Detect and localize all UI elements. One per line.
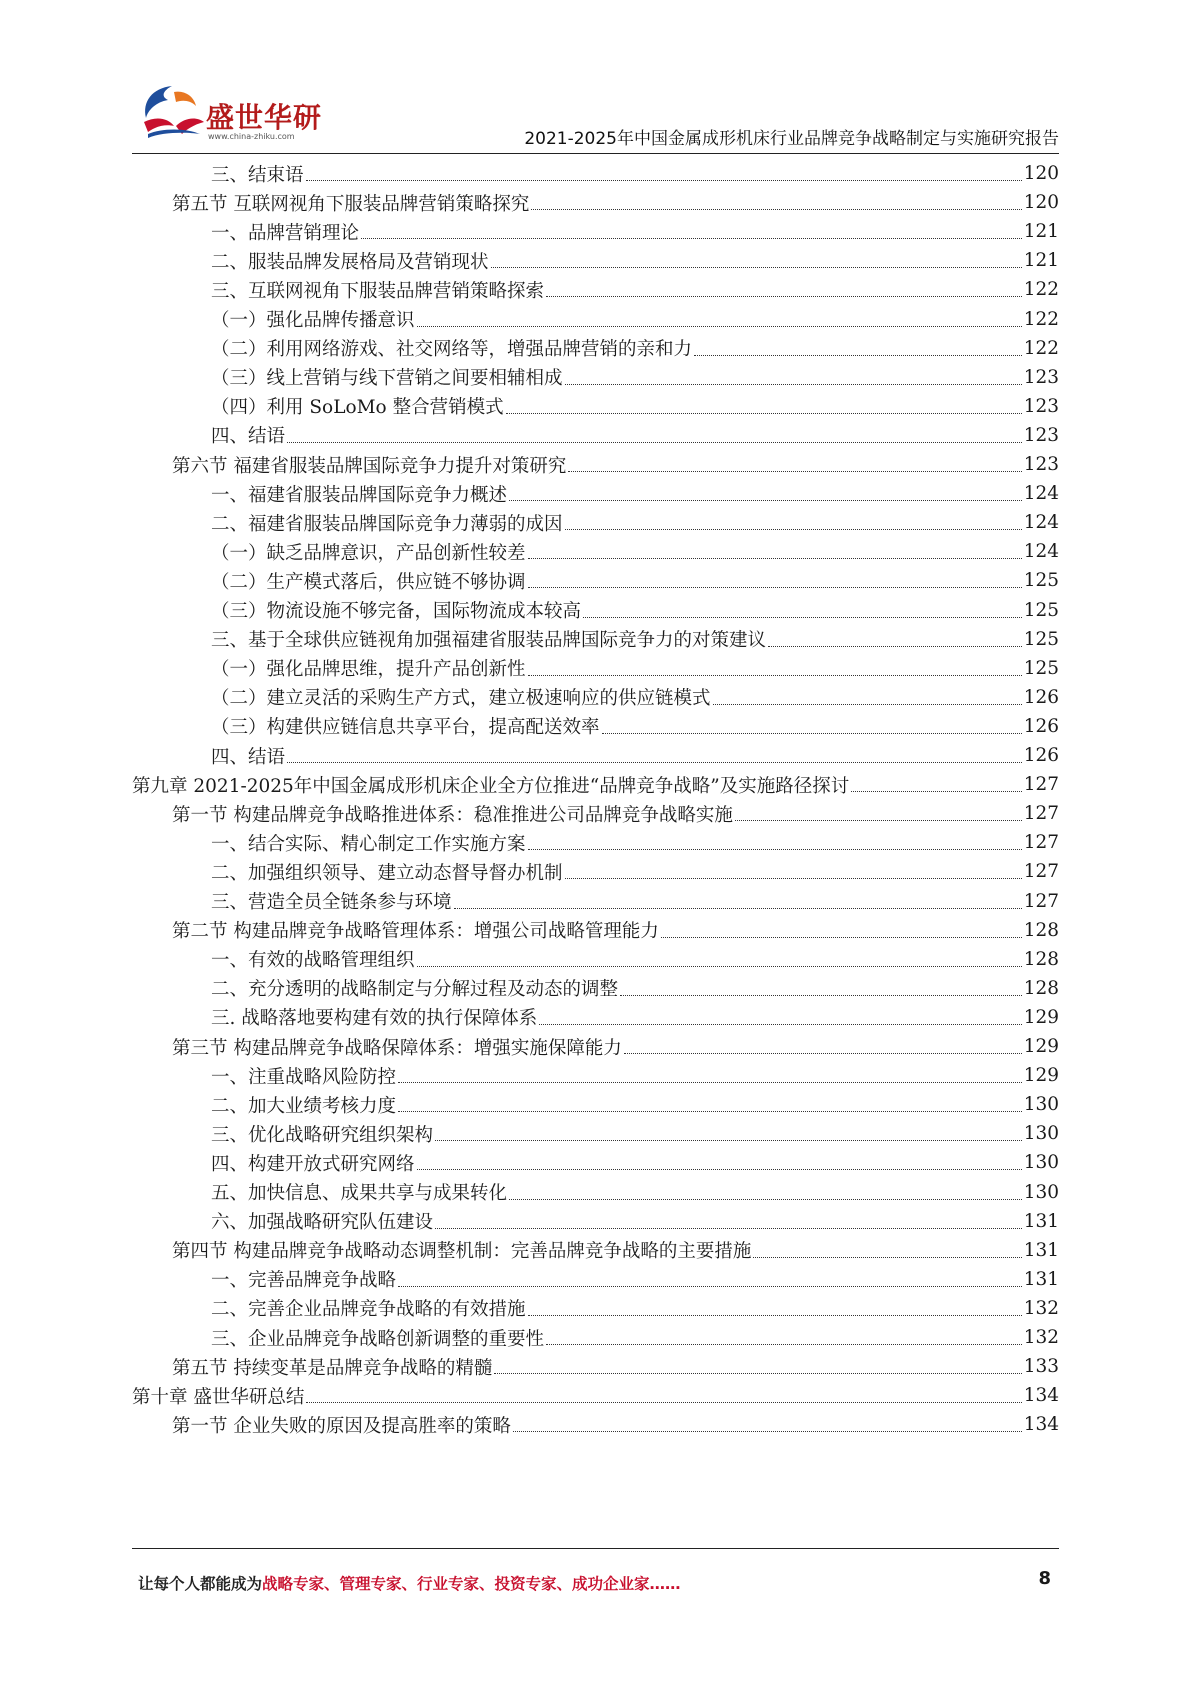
toc-entry[interactable] — [211, 856, 1059, 887]
toc-entry-page: 121 — [1023, 250, 1059, 272]
toc-leader-dots — [713, 704, 1022, 705]
toc-entry-page: 126 — [1023, 686, 1059, 708]
toc-entry-page: 128 — [1023, 977, 1059, 999]
toc-leader-dots — [306, 180, 1022, 181]
toc-entry-title: （一）缺乏品牌意识，产品创新性较差 — [211, 542, 526, 564]
toc-entry[interactable] — [172, 1235, 1059, 1266]
toc-entry[interactable] — [211, 391, 1059, 422]
toc-entry-page: 123 — [1023, 454, 1059, 475]
toc-leader-dots — [494, 1373, 1021, 1374]
toc-entry[interactable] — [211, 333, 1059, 364]
toc-entry-page: 122 — [1023, 279, 1059, 301]
toc-entry[interactable] — [211, 682, 1059, 713]
toc-entry-page: 122 — [1023, 308, 1059, 330]
toc-entry[interactable] — [211, 827, 1059, 858]
toc-leader-dots — [753, 1257, 1021, 1258]
toc-entry-title: 三、营造全员全链条参与环境 — [211, 892, 452, 913]
toc-entry[interactable] — [172, 1409, 1059, 1440]
toc-entry-page: 124 — [1023, 512, 1059, 534]
toc-entry[interactable] — [211, 304, 1059, 335]
toc-leader-dots — [417, 1169, 1022, 1170]
toc-entry-title: 五、加快信息、成果共享与成果转化 — [211, 1183, 508, 1204]
footer-slogan-prefix: 让每个人都能成为 — [138, 1575, 263, 1593]
toc-entry-page: 123 — [1023, 424, 1059, 446]
toc-entry-page: 125 — [1023, 570, 1059, 592]
toc-entry-title: （三）线上营销与线下营销之间要相辅相成 — [211, 368, 563, 390]
toc-entry-title: 一、注重战略风险防控 — [211, 1066, 397, 1088]
toc-entry-title: 一、有效的战略管理组织 — [211, 950, 415, 972]
toc-entry-page: 123 — [1023, 395, 1059, 417]
toc-entry-page: 130 — [1023, 1123, 1059, 1145]
toc-entry[interactable] — [211, 274, 1059, 305]
toc-entry-title: 第六节 福建省服装品牌国际竞争力提升对策研究 — [172, 455, 567, 477]
toc-entry-title: （一）强化品牌传播意识 — [211, 310, 415, 331]
toc-entry-page: 127 — [1023, 803, 1059, 825]
toc-entry-title: 第一节 企业失败的原因及提高胜率的策略 — [172, 1415, 511, 1437]
toc-entry-page: 129 — [1023, 1036, 1059, 1057]
toc-entry-title: 第二节 构建品牌竞争战略管理体系：增强公司战略管理能力 — [172, 921, 659, 943]
toc-entry-page: 125 — [1023, 628, 1059, 650]
toc-leader-dots — [565, 529, 1022, 530]
toc-entry-title: 二、加大业绩考核力度 — [211, 1095, 397, 1117]
toc-entry[interactable] — [211, 1002, 1059, 1033]
toc-entry[interactable] — [211, 565, 1059, 596]
toc-leader-dots — [583, 617, 1022, 618]
toc-entry-title: （二）生产模式落后，供应链不够协调 — [211, 571, 526, 593]
toc-entry[interactable] — [211, 711, 1059, 742]
logo-text: 盛世华研 — [206, 101, 323, 134]
toc-entry-page: 128 — [1023, 948, 1059, 970]
toc-entry-page: 127 — [1023, 832, 1059, 854]
toc-leader-dots — [287, 762, 1022, 763]
toc-leader-dots — [768, 646, 1022, 647]
document-title: 2021-2025年中国金属成形机床行业品牌竞争战略制定与实施研究报告 — [524, 129, 1059, 149]
toc-entry-title: 三. 战略落地要构建有效的执行保障体系 — [211, 1008, 538, 1030]
header-divider — [132, 153, 1059, 154]
toc-entry-page: 127 — [1023, 774, 1059, 796]
toc-entry-title: 第十章 盛世华研总结 — [132, 1386, 305, 1408]
toc-entry-page: 131 — [1023, 1210, 1059, 1232]
toc-entry[interactable] — [211, 595, 1059, 626]
toc-leader-dots — [531, 209, 1021, 210]
toc-entry-title: 三、基于全球供应链视角加强福建省服装品牌国际竞争力的对策建议 — [211, 630, 767, 652]
toc-entry[interactable] — [211, 1060, 1059, 1091]
toc-entry-page: 129 — [1023, 1065, 1059, 1087]
toc-leader-dots — [624, 1053, 1022, 1054]
toc-entry[interactable] — [172, 1351, 1059, 1382]
toc-entry-title: 四、构建开放式研究网络 — [211, 1153, 415, 1175]
toc-entry-title: 第一节 构建品牌竞争战略推进体系：稳准推进公司品牌竞争战略实施 — [172, 804, 733, 826]
toc-leader-dots — [851, 791, 1021, 792]
toc-entry-title: 二、充分透明的战略制定与分解过程及动态的调整 — [211, 979, 619, 1001]
toc-entry-title: （一）强化品牌思维，提升产品创新性 — [211, 659, 526, 681]
toc-leader-dots — [509, 1199, 1022, 1200]
toc-leader-dots — [539, 1024, 1021, 1025]
toc-entry-title: 一、结合实际、精心制定工作实施方案 — [211, 833, 526, 855]
toc-entry-title: （二）利用网络游戏、社交网络等，增强品牌营销的亲和力 — [211, 339, 693, 361]
toc-leader-dots — [528, 849, 1022, 850]
toc-leader-dots — [454, 908, 1022, 909]
toc-entry-title: 四、结语 — [211, 746, 286, 768]
toc-leader-dots — [528, 587, 1022, 588]
toc-entry-page: 134 — [1023, 1385, 1059, 1407]
toc-leader-dots — [398, 1286, 1022, 1287]
toc-entry-title: 第九章 2021-2025年中国金属成形机床企业全方位推进“品牌竞争战略”及实施路径探讨 — [132, 775, 850, 797]
toc-entry[interactable] — [211, 158, 1059, 189]
toc-leader-dots — [528, 558, 1022, 559]
toc-entry-title: （三）构建供应链信息共享平台，提高配送效率 — [211, 717, 600, 739]
page-header — [0, 0, 1191, 160]
toc-entry[interactable] — [172, 1031, 1059, 1062]
toc-entry-page: 126 — [1023, 745, 1059, 766]
toc-entry-title: 第三节 构建品牌竞争战略保障体系：增强实施保障能力 — [172, 1037, 622, 1059]
toc-leader-dots — [398, 1111, 1022, 1112]
toc-entry[interactable] — [211, 507, 1059, 538]
toc-entry[interactable] — [211, 420, 1059, 451]
toc-entry-page: 127 — [1023, 890, 1059, 912]
toc-entry[interactable] — [211, 653, 1059, 684]
toc-entry[interactable] — [211, 216, 1059, 247]
toc-entry-page: 132 — [1023, 1297, 1059, 1319]
toc-entry-page: 122 — [1023, 337, 1059, 359]
toc-leader-dots — [361, 238, 1022, 239]
toc-entry-title: 第四节 构建品牌竞争战略动态调整机制：完善品牌竞争战略的主要措施 — [172, 1241, 752, 1263]
toc-entry-page: 127 — [1023, 861, 1059, 883]
toc-leader-dots — [513, 1431, 1022, 1432]
toc-entry-page: 130 — [1023, 1181, 1059, 1203]
toc-entry[interactable] — [211, 1264, 1059, 1295]
toc-entry[interactable] — [211, 245, 1059, 276]
toc-entry-page: 133 — [1023, 1356, 1059, 1378]
toc-leader-dots — [546, 1344, 1022, 1345]
toc-entry-title: 三、互联网视角下服装品牌营销策略探索 — [211, 280, 545, 302]
toc-leader-dots — [565, 878, 1022, 879]
logo-url: www.china-zhiku.com — [208, 132, 295, 141]
toc-entry-page: 124 — [1023, 483, 1059, 505]
toc-entry-page: 130 — [1023, 1152, 1059, 1174]
toc-entry-title: 三、结束语 — [211, 164, 304, 186]
toc-entry-title: 第五节 持续变革是品牌竞争战略的精髓 — [172, 1357, 493, 1379]
toc-leader-dots — [435, 1228, 1022, 1229]
toc-leader-dots — [506, 413, 1022, 414]
toc-entry[interactable] — [172, 798, 1059, 829]
toc-entry-page: 121 — [1023, 221, 1059, 243]
toc-entry[interactable] — [172, 187, 1059, 218]
toc-entry[interactable] — [211, 478, 1059, 509]
toc-entry-page: 125 — [1023, 599, 1059, 621]
toc-leader-dots — [398, 1082, 1022, 1083]
footer-slogan-highlight: 战略专家、管理专家、行业专家、投资专家、成功企业家…… — [262, 1575, 681, 1593]
toc-entry[interactable] — [172, 915, 1059, 946]
toc-entry-title: 一、品牌营销理论 — [211, 222, 360, 244]
toc-leader-dots — [602, 733, 1022, 734]
toc-entry[interactable] — [211, 1118, 1059, 1149]
toc-leader-dots — [287, 442, 1022, 443]
toc-leader-dots — [491, 267, 1022, 268]
toc-entry-title: 二、福建省服装品牌国际竞争力薄弱的成因 — [211, 513, 563, 535]
page-number: 8 — [1038, 1568, 1051, 1589]
toc-entry[interactable] — [132, 769, 1059, 800]
footer-divider — [132, 1548, 1059, 1549]
toc-entry[interactable] — [211, 536, 1059, 567]
toc-entry-title: 一、福建省服装品牌国际竞争力概述 — [211, 484, 508, 506]
toc-entry[interactable] — [172, 449, 1059, 480]
toc-entry-page: 124 — [1023, 541, 1059, 563]
toc-entry[interactable] — [211, 624, 1059, 655]
toc-entry-title: 二、服装品牌发展格局及营销现状 — [211, 251, 489, 273]
toc-entry-page: 132 — [1023, 1327, 1059, 1348]
toc-entry-page: 129 — [1023, 1006, 1059, 1028]
toc-leader-dots — [735, 820, 1022, 821]
toc-leader-dots — [661, 937, 1022, 938]
toc-entry[interactable] — [211, 1089, 1059, 1120]
toc-entry-title: 二、加强组织领导、建立动态督导督办机制 — [211, 862, 563, 884]
toc-entry-page: 120 — [1023, 192, 1059, 214]
toc-entry-title: 三、企业品牌竞争战略创新调整的重要性 — [211, 1328, 545, 1350]
toc-leader-dots — [568, 471, 1021, 472]
toc-leader-dots — [417, 326, 1022, 327]
toc-entry[interactable] — [211, 1147, 1059, 1178]
toc-leader-dots — [509, 500, 1022, 501]
toc-entry[interactable] — [211, 1206, 1059, 1237]
toc-leader-dots — [528, 1315, 1022, 1316]
toc-entry-page: 130 — [1023, 1094, 1059, 1116]
toc-entry[interactable] — [211, 1177, 1059, 1208]
toc-entry-page: 134 — [1023, 1414, 1059, 1436]
toc-entry[interactable] — [211, 1293, 1059, 1324]
toc-leader-dots — [417, 966, 1022, 967]
toc-entry[interactable] — [211, 740, 1059, 771]
toc-entry-title: （二）建立灵活的采购生产方式，建立极速响应的供应链模式 — [211, 688, 711, 710]
toc-entry[interactable] — [211, 886, 1059, 917]
toc-entry-title: 四、结语 — [211, 426, 286, 448]
toc-entry[interactable] — [211, 362, 1059, 393]
footer-slogan — [138, 1572, 681, 1594]
toc-entry-page: 125 — [1023, 657, 1059, 679]
toc-entry-page: 131 — [1023, 1239, 1059, 1261]
toc-entry-title: 二、完善企业品牌竞争战略的有效措施 — [211, 1299, 526, 1321]
toc-leader-dots — [565, 384, 1022, 385]
toc-entry[interactable] — [211, 1322, 1059, 1353]
logo-emblem-icon — [138, 82, 208, 144]
toc-leader-dots — [694, 355, 1022, 356]
toc-entry-title: 三、优化战略研究组织架构 — [211, 1124, 434, 1146]
toc-entry-page: 131 — [1023, 1268, 1059, 1290]
toc-entry[interactable] — [132, 1380, 1059, 1411]
company-logo — [138, 82, 338, 152]
toc-entry-page: 120 — [1023, 163, 1059, 184]
toc-entry-page: 126 — [1023, 715, 1059, 737]
toc-entry-title: 第五节 互联网视角下服装品牌营销策略探究 — [172, 193, 530, 215]
toc-leader-dots — [528, 675, 1022, 676]
toc-leader-dots — [620, 995, 1022, 996]
toc-entry[interactable] — [211, 973, 1059, 1004]
toc-entry-title: 六、加强战略研究队伍建设 — [211, 1212, 434, 1234]
toc-entry-title: （四）利用 SoLoMo 整合营销模式 — [211, 397, 504, 419]
toc-entry-page: 123 — [1023, 366, 1059, 388]
toc-leader-dots — [306, 1402, 1021, 1403]
toc-entry[interactable] — [211, 944, 1059, 975]
toc-leader-dots — [435, 1140, 1022, 1141]
toc-entry-page: 128 — [1023, 919, 1059, 941]
toc-entry-title: 一、完善品牌竞争战略 — [211, 1270, 397, 1292]
toc-entry-title: （三）物流设施不够完备，国际物流成本较高 — [211, 601, 582, 622]
toc-leader-dots — [546, 296, 1022, 297]
